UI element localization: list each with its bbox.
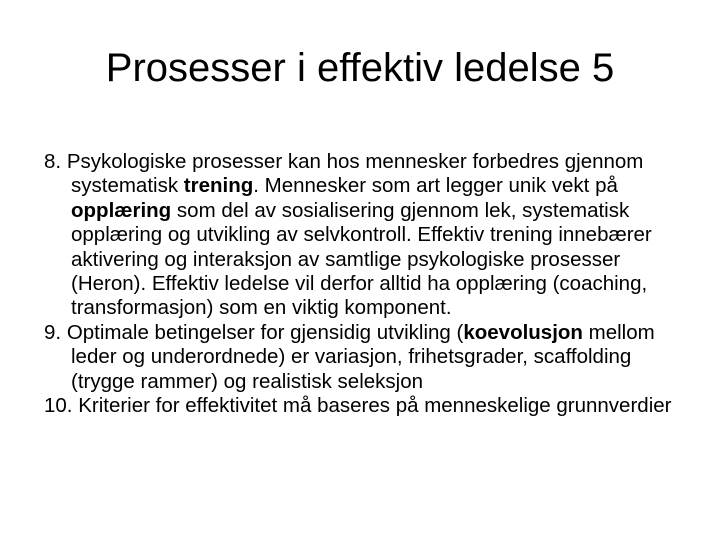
item-text: Psykologiske prosesser kan hos mennesker forbedres gjennom systematisk xyxy=(66,150,644,198)
item-number: 8. xyxy=(44,150,62,173)
emphasis-term: trening xyxy=(183,174,254,198)
emphasis-term: opplæring xyxy=(71,198,172,222)
list-item-10 xyxy=(44,394,694,418)
list-item-8 xyxy=(44,150,694,321)
item-text: Optimale betingelser for gjensidig utvikling ( xyxy=(66,320,464,344)
list-item-9 xyxy=(44,321,694,394)
item-text: Kriterier for effektivitet må baseres på menneskelige grunnverdier xyxy=(78,394,672,418)
item-text: mellom leder og underordnede) er variasjon, frihetsgrader, scaffolding (trygge rammer) og realistisk seleksjon xyxy=(71,320,655,393)
emphasis-term: koevolusjon xyxy=(463,320,583,344)
item-text: som del av sosialisering gjennom lek, systematisk opplæring og utvikling av selvkontroll. Effektiv trening innebærer aktivering og interaksjon av samtlige psykologiske prosesser (Heron). Effektiv ledelse vil derfor alltid ha opplæring (coaching, transformasjon) som en viktig komponent. xyxy=(71,198,652,320)
item-text: . Mennesker som art legger unik vekt på xyxy=(253,174,618,198)
item-number: 10. xyxy=(44,394,73,418)
item-number: 9. xyxy=(44,320,62,344)
slide-body xyxy=(44,150,694,418)
slide-title: Prosesser i effektiv ledelse 5 xyxy=(105,46,615,90)
